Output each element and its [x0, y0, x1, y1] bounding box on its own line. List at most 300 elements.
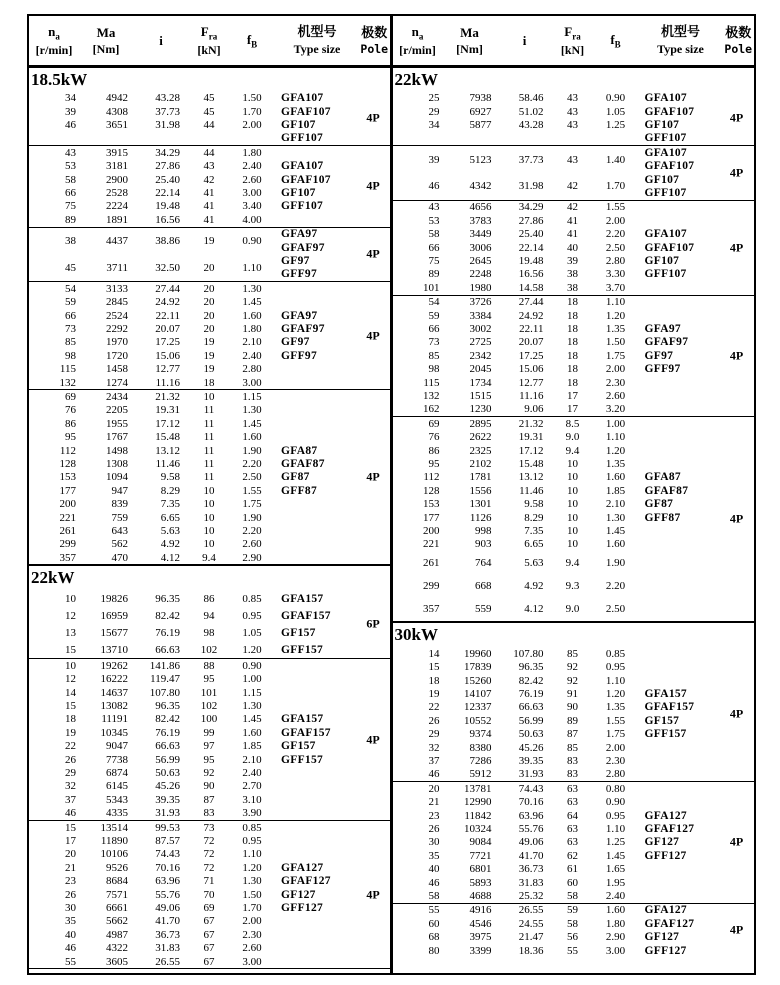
data-row: [29, 336, 390, 349]
type-size-label: GFA127: [281, 861, 324, 874]
torque-value: 4916: [469, 904, 492, 917]
service-factor-value: 1.20: [242, 861, 262, 874]
radial-force-value: 61: [567, 863, 578, 876]
ratio-value: 22.14: [155, 186, 180, 199]
service-factor-value: 2.30: [605, 754, 626, 767]
speed-value: 58: [65, 173, 76, 186]
torque-value: 7721: [469, 849, 492, 862]
service-factor-value: 1.00: [605, 417, 626, 430]
service-factor-value: 1.70: [242, 902, 262, 914]
type-size-label: GF127: [281, 888, 316, 901]
ratio-value: 37.73: [518, 153, 544, 166]
service-factor-value: 1.10: [605, 431, 626, 444]
type-size-list: [645, 809, 695, 863]
speed-value: 46: [65, 807, 76, 820]
ratio-value: 43.28: [155, 92, 180, 105]
radial-force-value: 92: [567, 661, 578, 674]
radial-force-value: 10: [203, 390, 215, 403]
data-row: [29, 699, 390, 712]
torque-value: 4546: [469, 917, 492, 930]
header-label: $F_{ra}$: [564, 24, 581, 42]
torque-value: 1734: [469, 376, 492, 389]
type-size-label: GF157: [281, 740, 316, 753]
torque-value: 13514: [100, 821, 128, 834]
rating-block: [29, 590, 390, 658]
pole-label: 4P: [729, 110, 744, 125]
torque-value: 10345: [100, 726, 128, 739]
speed-value: 10: [65, 592, 76, 605]
type-size-label: GFA107: [644, 92, 687, 105]
ratio-value: 43.28: [518, 119, 544, 131]
header-unit: [r/min]: [399, 42, 436, 57]
radial-force-value: 18: [203, 376, 215, 389]
ratio-value: 21.32: [155, 390, 180, 403]
radial-force-value: 59: [567, 904, 578, 917]
data-row: [29, 497, 390, 510]
ratio-value: 16.56: [518, 268, 544, 281]
radial-force-value: 18: [567, 336, 578, 349]
data-row: [29, 538, 390, 551]
service-factor-value: 1.70: [242, 105, 262, 118]
torque-value: 3711: [106, 261, 128, 274]
service-factor-value: 1.80: [242, 322, 262, 335]
torque-value: 2845: [106, 296, 128, 309]
service-factor-value: 2.00: [605, 741, 626, 754]
ratio-value: 107.80: [513, 647, 544, 660]
type-size-label: GFA157: [281, 592, 324, 605]
header-label: Ma: [96, 25, 116, 41]
data-row: [29, 186, 390, 199]
data-row: [393, 336, 755, 349]
speed-value: 34: [428, 119, 440, 131]
service-factor-value: 2.10: [242, 753, 262, 766]
radial-force-value: 43: [567, 119, 578, 131]
radial-force-value: 19: [203, 234, 215, 247]
service-factor-value: 2.00: [605, 214, 626, 227]
speed-value: 43: [428, 201, 440, 214]
service-factor-value: 1.00: [242, 673, 262, 686]
service-factor-value: 2.60: [242, 942, 262, 955]
service-factor-value: 0.90: [605, 796, 626, 809]
radial-force-value: 9.4: [202, 551, 216, 564]
ratio-value: 11.16: [519, 389, 544, 402]
column-header-radial-force: [189, 24, 229, 58]
radial-force-value: 89: [567, 714, 578, 727]
ratio-value: 76.19: [518, 687, 544, 700]
ratio-value: 119.47: [150, 673, 180, 686]
ratio-value: 31.83: [155, 942, 180, 955]
service-factor-value: 2.90: [242, 551, 262, 564]
ratio-value: 41.70: [155, 915, 180, 928]
speed-value: 85: [65, 336, 76, 349]
torque-value: 2434: [106, 390, 128, 403]
ratio-value: 27.86: [518, 214, 544, 227]
radial-force-value: 20: [203, 309, 215, 322]
torque-value: 668: [475, 580, 492, 593]
header-label: $F_{ra}$: [200, 24, 218, 42]
type-size-list: [645, 904, 695, 958]
data-rows: [393, 92, 755, 132]
radial-force-value: 85: [567, 647, 578, 660]
service-factor-value: 1.75: [605, 728, 626, 741]
ratio-value: 31.93: [155, 807, 180, 820]
ratio-value: 22.11: [155, 309, 180, 322]
ratio-value: 96.35: [518, 661, 544, 674]
radial-force-value: 102: [200, 700, 218, 713]
data-row: [29, 848, 390, 861]
type-size-label: GFF127: [281, 902, 324, 915]
speed-value: 40: [65, 928, 76, 941]
ratio-value: 41.70: [518, 849, 544, 862]
service-factor-value: 3.00: [242, 376, 262, 389]
ratio-value: 25.32: [518, 889, 544, 902]
column-header-speed: [29, 24, 79, 58]
radial-force-value: 10: [567, 538, 578, 551]
torque-value: 903: [475, 538, 492, 551]
radial-force-value: 20: [203, 261, 215, 274]
torque-value: 15260: [464, 674, 492, 687]
torque-value: 643: [111, 524, 128, 537]
radial-force-value: 38: [567, 281, 578, 294]
speed-value: 177: [59, 484, 76, 497]
data-row: [393, 241, 755, 254]
ratio-value: 66.63: [518, 701, 544, 714]
radial-force-value: 11: [203, 404, 215, 417]
service-factor-value: 2.80: [605, 254, 626, 267]
radial-force-value: 10: [567, 524, 578, 537]
service-factor-value: 0.85: [605, 647, 626, 660]
torque-value: 1515: [469, 389, 492, 402]
speed-value: 20: [428, 782, 440, 795]
type-size-label: GFF107: [281, 132, 324, 145]
rating-block: [29, 92, 390, 146]
data-row: [393, 930, 755, 943]
data-row: [393, 484, 755, 497]
type-size-label: GF107: [644, 173, 680, 186]
torque-value: 6145: [106, 780, 128, 793]
ratio-value: 56.99: [518, 714, 544, 727]
service-factor-value: 1.50: [242, 92, 262, 105]
speed-value: 58: [428, 889, 440, 902]
header-label: $n_a$: [411, 24, 424, 42]
service-factor-value: 0.95: [605, 661, 626, 674]
type-size-label: GFAF87: [281, 457, 325, 470]
torque-value: 2622: [469, 431, 492, 444]
data-row: [393, 431, 755, 444]
pole-label: 4P: [729, 922, 744, 937]
speed-value: 221: [59, 511, 76, 524]
service-factor-value: 0.95: [242, 609, 262, 622]
torque-value: 17839: [464, 661, 492, 674]
type-size-label: GFA87: [281, 444, 318, 457]
data-rows: [29, 282, 390, 389]
data-row: [393, 389, 755, 402]
column-header-service-factor: [229, 32, 275, 51]
speed-value: 37: [65, 793, 76, 806]
type-size-label: GFF127: [644, 849, 687, 862]
type-size-list: [645, 471, 689, 525]
radial-force-value: 9.3: [565, 580, 580, 593]
data-rows: [29, 659, 390, 820]
speed-value: 98: [428, 363, 440, 376]
torque-value: 2224: [106, 200, 128, 213]
type-size-label: GFF97: [644, 363, 681, 376]
radial-force-value: 10: [203, 511, 215, 524]
torque-value: 10106: [100, 848, 128, 861]
torque-value: 1970: [106, 336, 128, 349]
speed-value: 128: [423, 484, 440, 497]
speed-value: 23: [65, 875, 76, 888]
data-rows: [393, 647, 755, 781]
type-size-label: GFF157: [281, 753, 324, 766]
data-row: [393, 214, 755, 227]
ratio-value: 107.80: [149, 686, 180, 699]
ratio-value: 32.50: [155, 261, 180, 274]
ratio-value: 74.43: [518, 782, 544, 795]
type-size-label: GFA107: [644, 228, 687, 241]
radial-force-value: 10: [203, 498, 215, 511]
torque-value: 7571: [106, 888, 128, 901]
speed-value: 15: [65, 700, 76, 713]
data-row: [393, 741, 755, 754]
radial-force-value: 67: [203, 942, 215, 955]
data-rows: [393, 417, 755, 621]
speed-value: 43: [65, 146, 76, 159]
data-row: [29, 901, 390, 914]
torque-value: 16959: [100, 609, 128, 622]
speed-value: 89: [65, 213, 76, 226]
type-size-list: [281, 444, 325, 498]
speed-value: 162: [423, 403, 440, 416]
ratio-value: 19.48: [518, 254, 544, 267]
speed-value: 261: [423, 556, 440, 569]
torque-value: 2725: [469, 336, 492, 349]
service-factor-value: 1.55: [242, 484, 262, 497]
service-factor-value: 1.15: [242, 390, 262, 403]
ratio-value: 31.93: [518, 768, 544, 781]
data-row: [29, 673, 390, 686]
speed-value: 32: [65, 780, 76, 793]
speed-value: 30: [65, 902, 76, 914]
radial-force-value: 11: [203, 471, 215, 484]
speed-value: 15: [65, 643, 76, 656]
torque-value: 16222: [100, 673, 128, 686]
service-factor-value: 2.80: [242, 363, 262, 376]
radial-force-value: 63: [567, 836, 578, 849]
torque-value: 13781: [464, 782, 492, 795]
speed-value: 53: [65, 160, 76, 173]
type-size-label: GF157: [281, 626, 316, 639]
radial-force-value: 43: [567, 105, 578, 118]
header-unit: [r/min]: [35, 42, 73, 57]
radial-force-value: 10: [567, 498, 578, 511]
speed-value: 54: [65, 282, 76, 295]
data-row: [29, 228, 390, 255]
speed-value: 46: [428, 876, 440, 889]
speed-value: 46: [65, 119, 76, 131]
ratio-value: 49.06: [518, 836, 544, 849]
service-factor-value: 1.90: [605, 556, 626, 569]
torque-value: 9526: [106, 861, 128, 874]
radial-force-value: 18: [567, 296, 578, 309]
speed-value: 80: [428, 944, 440, 957]
data-row: [393, 511, 755, 524]
data-row: [393, 105, 755, 118]
service-factor-value: 3.30: [605, 268, 626, 281]
speed-value: 18: [428, 674, 440, 687]
speed-value: 357: [423, 603, 440, 616]
ratio-value: 45.26: [518, 741, 544, 754]
type-size-list: [281, 92, 331, 146]
speed-value: 85: [428, 349, 440, 362]
radial-force-value: 64: [567, 809, 578, 822]
rating-block: [29, 389, 390, 564]
ratio-value: 15.48: [155, 431, 180, 444]
data-row: [29, 551, 390, 564]
speed-value: 34: [65, 92, 76, 105]
service-factor-value: 1.30: [242, 700, 262, 713]
data-rows: [29, 821, 390, 968]
ratio-value: 76.19: [155, 726, 180, 739]
ratio-value: 49.06: [155, 902, 180, 914]
pole-label: 4P: [729, 165, 744, 180]
service-factor-value: 1.60: [605, 471, 626, 484]
radial-force-value: 60: [567, 876, 578, 889]
service-factor-value: 1.85: [242, 740, 262, 753]
ratio-value: 74.43: [155, 848, 180, 861]
ratio-value: 24.92: [518, 309, 544, 322]
ratio-value: 25.40: [518, 228, 544, 241]
torque-value: 12990: [464, 796, 492, 809]
speed-value: 29: [428, 728, 440, 741]
service-factor-value: 1.30: [242, 282, 262, 295]
data-row: [29, 766, 390, 779]
speed-value: 22: [428, 701, 440, 714]
speed-value: 86: [65, 417, 76, 430]
data-row: [29, 511, 390, 524]
service-factor-value: 1.45: [242, 417, 262, 430]
speed-value: 60: [428, 917, 440, 930]
column-header-type-size: [275, 25, 359, 56]
service-factor-value: 2.30: [605, 376, 626, 389]
type-size-label: GFF107: [644, 186, 687, 199]
data-row: [393, 403, 755, 416]
service-factor-value: 3.00: [242, 186, 262, 199]
speed-value: 14: [65, 686, 76, 699]
pole-label: 4P: [729, 511, 744, 526]
data-row: [29, 105, 390, 118]
type-size-label: GFF97: [281, 268, 317, 281]
radial-force-value: 62: [567, 849, 578, 862]
speed-value: 26: [65, 753, 76, 766]
ratio-value: 141.86: [149, 659, 180, 672]
speed-value: 29: [65, 766, 76, 779]
speed-value: 55: [428, 904, 440, 917]
service-factor-value: 2.90: [605, 931, 626, 944]
data-row: [393, 349, 755, 362]
table-half-right: [392, 16, 755, 973]
type-size-list: [645, 687, 695, 741]
ratio-value: 31.98: [518, 180, 544, 193]
ratio-value: 17.12: [155, 417, 180, 430]
header-label: i: [159, 32, 163, 48]
torque-value: 2524: [106, 309, 128, 322]
type-size-label: GFF97: [281, 349, 317, 362]
ratio-value: 13.12: [155, 444, 180, 457]
section-title: 30kW: [394, 625, 438, 645]
torque-value: 2900: [106, 173, 128, 186]
header-unit: [Nm]: [456, 41, 483, 56]
radial-force-value: 67: [203, 915, 215, 928]
radial-force-value: 41: [567, 228, 578, 241]
header-unit: Type size: [657, 41, 704, 56]
radial-force-value: 63: [567, 782, 578, 795]
service-factor-value: 1.05: [242, 626, 262, 639]
type-size-label: GFAF127: [644, 917, 695, 930]
ratio-value: 8.29: [160, 484, 180, 497]
header-unit: Type size: [293, 41, 341, 56]
data-rows: [393, 904, 755, 958]
speed-value: 35: [428, 849, 440, 862]
data-row: [29, 713, 390, 726]
speed-value: 112: [59, 444, 76, 457]
radial-force-value: 56: [567, 931, 578, 944]
data-rows: [393, 146, 755, 200]
type-size-label: GF107: [281, 186, 316, 199]
data-row: [29, 607, 390, 624]
ratio-value: 5.63: [524, 556, 544, 569]
speed-value: 98: [65, 349, 76, 362]
torque-value: 11842: [464, 809, 492, 822]
ratio-value: 8.29: [524, 511, 544, 524]
service-factor-value: 1.60: [605, 904, 626, 917]
pole-label: 4P: [366, 110, 380, 125]
type-size-label: GFAF107: [644, 105, 695, 118]
data-row: [393, 497, 755, 510]
speed-value: 12: [65, 609, 76, 622]
data-row: [29, 309, 390, 322]
header-label: 机型号: [297, 25, 337, 41]
section-title: 22kW: [394, 69, 438, 89]
service-factor-value: 1.05: [605, 105, 626, 118]
service-factor-value: 2.20: [242, 457, 262, 470]
radial-force-value: 43: [567, 92, 578, 105]
data-row: [393, 296, 755, 309]
data-row: [393, 281, 755, 294]
ratio-value: 11.16: [155, 376, 180, 389]
radial-force-value: 18: [567, 376, 578, 389]
type-size-label: GFA97: [644, 323, 681, 335]
header-label: i: [522, 32, 527, 48]
pole-label: 4P: [366, 887, 380, 902]
ratio-value: 19.31: [155, 404, 180, 417]
torque-value: 3002: [469, 322, 492, 335]
torque-value: 3605: [106, 955, 128, 968]
data-row: [29, 430, 390, 443]
ratio-value: 26.55: [155, 955, 180, 968]
radial-force-value: 44: [203, 119, 215, 131]
type-size-label: GFAF97: [281, 322, 325, 335]
data-row: [29, 118, 390, 131]
pole-label: 4P: [729, 348, 744, 363]
data-row: [393, 376, 755, 389]
service-factor-value: 1.20: [242, 643, 262, 656]
service-factor-value: 2.50: [242, 471, 262, 484]
speed-value: 54: [428, 296, 440, 309]
ratio-value: 17.25: [518, 349, 544, 362]
data-row: [29, 624, 390, 641]
radial-force-value: 41: [203, 200, 215, 213]
